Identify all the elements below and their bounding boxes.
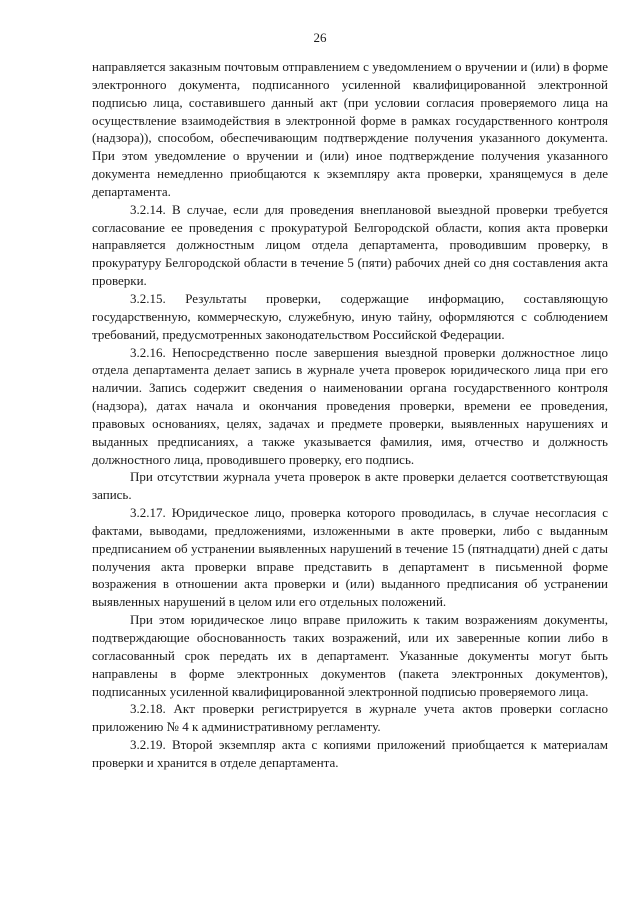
paragraph-3-2-14: 3.2.14. В случае, если для проведения внеплановой выездной проверки требуется согласование ее проведения с прокуратурой Белгородской области, копия акта проверки направляется должностным лицом отдела департамента, проводившим проверку, в прокуратуру Белгородской области в течение 5 (пяти) рабочих дней со дня составления акта проверки. <box>92 201 608 289</box>
document-body <box>92 58 608 772</box>
paragraph-3-2-19: 3.2.19. Второй экземпляр акта с копиями приложений приобщается к материалам проверки и хранится в отделе департамента. <box>92 737 608 770</box>
paragraph-3-2-18: 3.2.18. Акт проверки регистрируется в журнале учета актов проверки согласно приложению № 4 к административному регламенту. <box>92 701 608 735</box>
page-number: 26 <box>313 30 327 45</box>
paragraph-objections-documents: При этом юридическое лицо вправе приложить к таким возражениям документы, подтверждающие обоснованность таких возражений, или их заверенные копии либо в согласованный срок передать их в департамент. Указанные документы могут быть направлены в форме электронных документов (пакета электронных документов), подписанных усиленной квалифицированной электронной подписью проверяемого лица. <box>92 612 608 699</box>
paragraph-3-2-16: 3.2.16. Непосредственно после завершения выездной проверки должностное лицо отдела департамента делает запись в журнале учета проверок юридического лица при его наличии. Запись содержит сведения о наименовании органа государственного контроля (надзора), датах начала и окончания проведения проверки, времени ее проведения, правовых основаниях, целях, задачах и предмете проверки, выявленных нарушениях и выданных предписаниях, а также указывается фамилия, имя, отчество и должность должностного лица, проводившего проверку, его подпись. <box>92 344 608 467</box>
paragraph-3-2-17: 3.2.17. Юридическое лицо, проверка которого проводилась, в случае несогласия с фактами, выводами, предложениями, изложенными в акте проверки, либо с выданным предписанием об устранении выявленных нарушений в течение 15 (пятнадцати) дней с даты получения акта проверки вправе представить в департамент в письменной форме возражения в отношении акта проверки и (или) выданного предписания об устранении выявленных нарушений в целом или его отдельных положений. <box>92 505 608 610</box>
paragraph-3-2-15: 3.2.15. Результаты проверки, содержащие информацию, составляющую государственную, коммерческую, служебную, иную тайну, оформляются с соблюдением требований, предусмотренных законодательством Российской Федерации. <box>92 290 608 342</box>
paragraph-continuation: направляется заказным почтовым отправлением с уведомлением о вручении и (или) в форме электронного документа, подписанного усиленной квалифицированной электронной подписью лица, составившего данный акт (при условии согласия проверяемого лица на осуществление взаимодействия в электронной форме в рамках государственного контроля (надзора)), способом, обеспечивающим подтверждение получения указанного документа. При этом уведомление о вручении и (или) иное подтверждение получения указанного документа немедленно приобщаются к экземпляру акта проверки, хранящемуся в деле департамента. <box>92 59 608 199</box>
paragraph-journal-absent: При отсутствии журнала учета проверок в акте проверки делается соответствующая запись. <box>92 469 608 503</box>
